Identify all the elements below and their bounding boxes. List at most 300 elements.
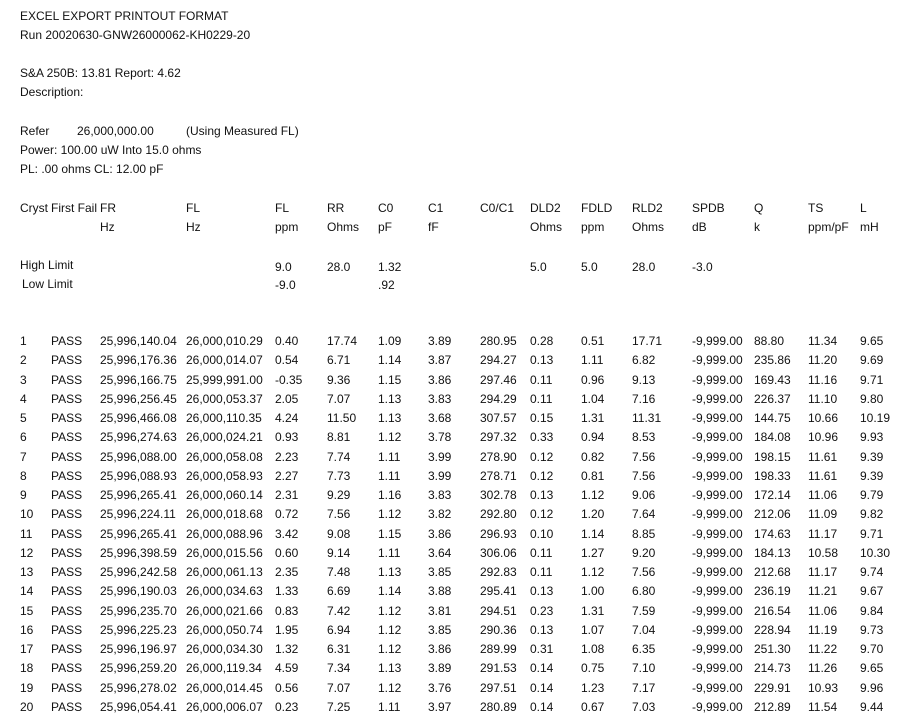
cell-c0: 1.14	[378, 584, 402, 598]
table-row	[0, 661, 900, 680]
cell-fl-ppm: 0.56	[275, 681, 299, 695]
cell-fdld: 1.11	[581, 353, 604, 367]
cell-dld2: 0.11	[530, 373, 553, 387]
cell-rld2: 6.35	[632, 642, 656, 656]
cell-fr: 25,996,054.41	[100, 700, 177, 714]
cell-spdb: -9,999.00	[692, 604, 743, 618]
cell-cryst: 18	[20, 661, 34, 675]
cell-fl: 26,000,061.13	[186, 565, 263, 579]
cell-first-fail: PASS	[51, 546, 83, 560]
cell-cryst: 20	[20, 700, 34, 714]
cell-rld2: 17.71	[632, 334, 663, 348]
cell-fdld: 0.96	[581, 373, 605, 387]
cell-fdld: 1.12	[581, 565, 605, 579]
cell-ts: 11.16	[808, 373, 838, 387]
cell-ts: 11.34	[808, 334, 838, 348]
cell-q: 212.68	[754, 565, 791, 579]
power-info: Power: 100.00 uW Into 15.0 ohms	[20, 143, 202, 157]
cell-l: 9.71	[860, 527, 884, 541]
cell-ts: 11.17	[808, 565, 838, 579]
cell-dld2: 0.11	[530, 565, 553, 579]
low-limit-fl-ppm: -9.0	[275, 278, 296, 292]
cell-c1: 3.88	[428, 584, 452, 598]
cell-first-fail: PASS	[51, 373, 83, 387]
cell-rld2: 7.64	[632, 507, 656, 521]
cell-spdb: -9,999.00	[692, 700, 743, 714]
cell-c1: 3.99	[428, 469, 452, 483]
cell-first-fail: PASS	[51, 661, 83, 675]
cell-rld2: 7.03	[632, 700, 656, 714]
cell-c0: 1.13	[378, 565, 402, 579]
cell-c0-c1: 292.80	[480, 507, 517, 521]
cell-dld2: 0.12	[530, 450, 554, 464]
cell-fl: 26,000,014.07	[186, 353, 263, 367]
cell-fr: 25,996,265.41	[100, 488, 177, 502]
cell-q: 236.19	[754, 584, 791, 598]
cell-fr: 25,996,190.03	[100, 584, 177, 598]
cell-fl: 26,000,015.56	[186, 546, 263, 560]
column-unit-ts: ppm/pF	[808, 220, 849, 234]
cell-l: 9.39	[860, 450, 884, 464]
column-header-ts: TS	[808, 201, 824, 215]
cell-spdb: -9,999.00	[692, 527, 743, 541]
cell-first-fail: PASS	[51, 411, 83, 425]
cell-rr: 7.73	[327, 469, 351, 483]
cell-dld2: 0.13	[530, 488, 554, 502]
cell-dld2: 0.13	[530, 623, 554, 637]
cell-fr: 25,996,088.93	[100, 469, 177, 483]
cell-rld2: 8.85	[632, 527, 656, 541]
column-header-rld2: RLD2	[632, 201, 663, 215]
cell-fl-ppm: 0.93	[275, 430, 299, 444]
cell-cryst: 5	[20, 411, 27, 425]
cell-fl-ppm: 4.24	[275, 411, 299, 425]
cell-q: 184.13	[754, 546, 791, 560]
cell-first-fail: PASS	[51, 584, 83, 598]
table-row	[0, 527, 900, 546]
cell-l: 9.44	[860, 700, 884, 714]
cell-dld2: 0.28	[530, 334, 554, 348]
cell-dld2: 0.14	[530, 681, 554, 695]
cell-dld2: 0.12	[530, 507, 554, 521]
cell-first-fail: PASS	[51, 353, 83, 367]
cell-fdld: 1.00	[581, 584, 605, 598]
cell-q: 184.08	[754, 430, 791, 444]
column-unit-rr: Ohms	[327, 220, 360, 234]
high-limit-dld2: 5.0	[530, 260, 547, 274]
cell-c1: 3.86	[428, 642, 452, 656]
cell-fr: 25,996,466.08	[100, 411, 177, 425]
cell-fl-ppm: 0.23	[275, 700, 299, 714]
cell-spdb: -9,999.00	[692, 450, 743, 464]
cell-ts: 11.10	[808, 392, 838, 406]
cell-fl: 26,000,014.45	[186, 681, 263, 695]
cell-ts: 10.58	[808, 546, 839, 560]
refer-note: (Using Measured FL)	[186, 124, 299, 138]
cell-rr: 7.74	[327, 450, 351, 464]
cell-fl-ppm: 1.95	[275, 623, 299, 637]
cell-spdb: -9,999.00	[692, 469, 743, 483]
column-header-fl: FL	[186, 201, 201, 215]
cell-c0-c1: 297.51	[480, 681, 517, 695]
cell-l: 9.73	[860, 623, 884, 637]
cell-fr: 25,996,398.59	[100, 546, 177, 560]
cell-c1: 3.78	[428, 430, 452, 444]
pl-cl-info: PL: .00 ohms CL: 12.00 pF	[20, 162, 164, 176]
cell-fdld: 0.51	[581, 334, 605, 348]
cell-ts: 11.61	[808, 469, 838, 483]
cell-fl-ppm: 2.35	[275, 565, 299, 579]
cell-q: 174.63	[754, 527, 791, 541]
cell-q: 144.75	[754, 411, 791, 425]
cell-c0-c1: 307.57	[480, 411, 517, 425]
cell-cryst: 17	[20, 642, 34, 656]
cell-rld2: 7.56	[632, 450, 656, 464]
cell-dld2: 0.33	[530, 430, 554, 444]
cell-ts: 11.09	[808, 507, 838, 521]
cell-spdb: -9,999.00	[692, 334, 743, 348]
column-header-cryst: Cryst	[20, 201, 48, 215]
cell-fl-ppm: 4.59	[275, 661, 299, 675]
cell-cryst: 13	[20, 565, 34, 579]
table-row	[0, 700, 900, 719]
cell-rr: 6.71	[327, 353, 351, 367]
cell-rr: 7.07	[327, 392, 351, 406]
report-title: EXCEL EXPORT PRINTOUT FORMAT	[20, 9, 229, 23]
cell-fl: 26,000,010.29	[186, 334, 263, 348]
cell-fdld: 0.67	[581, 700, 605, 714]
cell-spdb: -9,999.00	[692, 681, 743, 695]
cell-fl: 26,000,050.74	[186, 623, 263, 637]
cell-c0: 1.11	[378, 469, 401, 483]
cell-ts: 10.66	[808, 411, 839, 425]
column-header-rr: RR	[327, 201, 345, 215]
column-header-c0: C0	[378, 201, 394, 215]
cell-dld2: 0.12	[530, 469, 554, 483]
cell-c0: 1.11	[378, 546, 401, 560]
cell-fl-ppm: 2.05	[275, 392, 299, 406]
cell-rr: 6.69	[327, 584, 351, 598]
cell-spdb: -9,999.00	[692, 411, 743, 425]
cell-fdld: 1.04	[581, 392, 605, 406]
table-row	[0, 623, 900, 642]
cell-c0: 1.12	[378, 681, 402, 695]
cell-ts: 11.19	[808, 623, 838, 637]
cell-fdld: 1.20	[581, 507, 605, 521]
cell-fl: 26,000,110.35	[186, 411, 262, 425]
cell-rld2: 7.10	[632, 661, 656, 675]
cell-cryst: 7	[20, 450, 27, 464]
cell-c1: 3.99	[428, 450, 452, 464]
cell-first-fail: PASS	[51, 430, 83, 444]
cell-c1: 3.89	[428, 661, 452, 675]
cell-fdld: 1.12	[581, 488, 605, 502]
column-unit-q: k	[754, 220, 760, 234]
table-row	[0, 604, 900, 623]
column-unit-fl: Hz	[186, 220, 201, 234]
cell-ts: 11.54	[808, 700, 838, 714]
cell-c1: 3.85	[428, 623, 452, 637]
cell-c0: 1.12	[378, 604, 402, 618]
cell-l: 9.65	[860, 334, 884, 348]
cell-dld2: 0.14	[530, 700, 554, 714]
table-row	[0, 488, 900, 507]
cell-cryst: 6	[20, 430, 27, 444]
cell-fl-ppm: -0.35	[275, 373, 303, 387]
cell-q: 228.94	[754, 623, 791, 637]
cell-fdld: 1.31	[581, 604, 605, 618]
high-limit-rr: 28.0	[327, 260, 351, 274]
cell-cryst: 14	[20, 584, 34, 598]
cell-l: 9.82	[860, 507, 884, 521]
cell-c1: 3.86	[428, 527, 452, 541]
cell-c0-c1: 306.06	[480, 546, 517, 560]
table-row	[0, 546, 900, 565]
cell-q: 229.91	[754, 681, 791, 695]
cell-spdb: -9,999.00	[692, 430, 743, 444]
cell-fl-ppm: 2.23	[275, 450, 299, 464]
cell-cryst: 2	[20, 353, 27, 367]
cell-c1: 3.64	[428, 546, 452, 560]
cell-q: 198.33	[754, 469, 791, 483]
cell-fl-ppm: 0.40	[275, 334, 299, 348]
cell-fl-ppm: 3.42	[275, 527, 299, 541]
cell-c0-c1: 278.90	[480, 450, 517, 464]
cell-first-fail: PASS	[51, 527, 83, 541]
cell-cryst: 1	[20, 334, 27, 348]
table-row	[0, 584, 900, 603]
table-row	[0, 642, 900, 661]
cell-fr: 25,996,265.41	[100, 527, 177, 541]
cell-fr: 25,996,274.63	[100, 430, 177, 444]
column-unit-spdb: dB	[692, 220, 707, 234]
cell-ts: 11.20	[808, 353, 838, 367]
column-unit-l: mH	[860, 220, 879, 234]
cell-c0-c1: 291.53	[480, 661, 517, 675]
cell-c0-c1: 294.29	[480, 392, 517, 406]
cell-fl-ppm: 0.54	[275, 353, 299, 367]
cell-c0: 1.13	[378, 392, 402, 406]
cell-c0-c1: 295.41	[480, 584, 517, 598]
cell-ts: 11.06	[808, 604, 838, 618]
cell-first-fail: PASS	[51, 488, 83, 502]
cell-c0: 1.12	[378, 507, 402, 521]
cell-l: 9.65	[860, 661, 884, 675]
cell-fl: 26,000,060.14	[186, 488, 263, 502]
cell-cryst: 11	[20, 527, 33, 541]
cell-rld2: 8.53	[632, 430, 656, 444]
cell-q: 169.43	[754, 373, 791, 387]
cell-first-fail: PASS	[51, 334, 83, 348]
cell-fl-ppm: 1.33	[275, 584, 299, 598]
cell-l: 9.80	[860, 392, 884, 406]
cell-ts: 11.17	[808, 527, 838, 541]
cell-ts: 11.22	[808, 642, 838, 656]
cell-fdld: 0.82	[581, 450, 605, 464]
cell-first-fail: PASS	[51, 681, 83, 695]
table-row	[0, 373, 900, 392]
cell-rld2: 7.17	[632, 681, 656, 695]
cell-rld2: 7.59	[632, 604, 656, 618]
cell-fl: 26,000,088.96	[186, 527, 263, 541]
cell-c1: 3.68	[428, 411, 452, 425]
cell-l: 10.30	[860, 546, 891, 560]
cell-c0-c1: 297.46	[480, 373, 517, 387]
cell-fr: 25,996,176.36	[100, 353, 177, 367]
run-id: Run 20020630-GNW26000062-KH0229-20	[20, 28, 251, 42]
cell-cryst: 19	[20, 681, 34, 695]
cell-ts: 11.61	[808, 450, 838, 464]
table-row	[0, 334, 900, 353]
cell-dld2: 0.11	[530, 392, 553, 406]
cell-fdld: 1.31	[581, 411, 605, 425]
cell-dld2: 0.13	[530, 584, 554, 598]
cell-c0-c1: 280.89	[480, 700, 517, 714]
cell-fl: 26,000,053.37	[186, 392, 263, 406]
cell-q: 212.89	[754, 700, 791, 714]
cell-cryst: 15	[20, 604, 34, 618]
cell-first-fail: PASS	[51, 450, 83, 464]
cell-c1: 3.81	[428, 604, 452, 618]
cell-fl-ppm: 0.60	[275, 546, 299, 560]
cell-l: 10.19	[860, 411, 891, 425]
column-unit-c1: fF	[428, 220, 439, 234]
cell-spdb: -9,999.00	[692, 488, 743, 502]
high-limit-fdld: 5.0	[581, 260, 598, 274]
column-unit-fr: Hz	[100, 220, 115, 234]
cell-c0: 1.15	[378, 527, 402, 541]
column-header-dld2: DLD2	[530, 201, 561, 215]
column-unit-c0: pF	[378, 220, 393, 234]
column-header-c1: C1	[428, 201, 444, 215]
cell-rld2: 11.31	[632, 411, 662, 425]
cell-fr: 25,996,259.20	[100, 661, 177, 675]
cell-fdld: 0.81	[581, 469, 605, 483]
cell-c1: 3.82	[428, 507, 452, 521]
cell-q: 226.37	[754, 392, 791, 406]
cell-fr: 25,996,196.97	[100, 642, 177, 656]
cell-fr: 25,996,166.75	[100, 373, 177, 387]
column-header-first-fail: First Fail	[51, 201, 97, 215]
cell-fl: 26,000,018.68	[186, 507, 263, 521]
column-unit-dld2: Ohms	[530, 220, 563, 234]
cell-fr: 25,996,278.02	[100, 681, 177, 695]
high-limit-c0: 1.32	[378, 260, 402, 274]
cell-rr: 9.14	[327, 546, 351, 560]
table-row	[0, 469, 900, 488]
cell-first-fail: PASS	[51, 469, 83, 483]
cell-l: 9.84	[860, 604, 884, 618]
cell-cryst: 4	[20, 392, 27, 406]
description-label: Description:	[20, 85, 84, 99]
table-row	[0, 411, 900, 430]
cell-rr: 7.07	[327, 681, 351, 695]
cell-fr: 25,996,088.00	[100, 450, 177, 464]
cell-q: 88.80	[754, 334, 785, 348]
cell-fdld: 0.94	[581, 430, 605, 444]
cell-ts: 10.93	[808, 681, 839, 695]
cell-fdld: 1.08	[581, 642, 605, 656]
column-header-fl-ppm: FL	[275, 201, 290, 215]
cell-first-fail: PASS	[51, 565, 83, 579]
cell-q: 251.30	[754, 642, 791, 656]
cell-rr: 9.36	[327, 373, 351, 387]
cell-c0-c1: 297.32	[480, 430, 517, 444]
cell-c1: 3.89	[428, 334, 452, 348]
cell-fl: 26,000,058.93	[186, 469, 263, 483]
cell-q: 216.54	[754, 604, 791, 618]
cell-l: 9.93	[860, 430, 884, 444]
cell-c1: 3.83	[428, 488, 452, 502]
cell-rr: 17.74	[327, 334, 358, 348]
cell-fl: 26,000,024.21	[186, 430, 263, 444]
cell-spdb: -9,999.00	[692, 392, 743, 406]
column-unit-rld2: Ohms	[632, 220, 665, 234]
cell-rr: 9.29	[327, 488, 351, 502]
column-header-fdld: FDLD	[581, 201, 613, 215]
cell-spdb: -9,999.00	[692, 373, 743, 387]
cell-spdb: -9,999.00	[692, 661, 743, 675]
cell-c0-c1: 292.83	[480, 565, 517, 579]
cell-l: 9.39	[860, 469, 884, 483]
table-row	[0, 681, 900, 700]
cell-fl: 26,000,034.30	[186, 642, 263, 656]
cell-rld2: 7.56	[632, 469, 656, 483]
cell-spdb: -9,999.00	[692, 546, 743, 560]
cell-q: 235.86	[754, 353, 791, 367]
cell-c0: 1.12	[378, 623, 402, 637]
cell-c0-c1: 302.78	[480, 488, 517, 502]
table-row	[0, 565, 900, 584]
cell-first-fail: PASS	[51, 392, 83, 406]
cell-spdb: -9,999.00	[692, 623, 743, 637]
column-header-spdb: SPDB	[692, 201, 725, 215]
cell-q: 212.06	[754, 507, 791, 521]
cell-c0: 1.09	[378, 334, 402, 348]
cell-dld2: 0.31	[530, 642, 554, 656]
cell-c0: 1.11	[378, 450, 401, 464]
cell-q: 198.15	[754, 450, 791, 464]
cell-fl-ppm: 0.72	[275, 507, 299, 521]
cell-dld2: 0.10	[530, 527, 554, 541]
cell-first-fail: PASS	[51, 604, 83, 618]
cell-rr: 7.42	[327, 604, 351, 618]
cell-spdb: -9,999.00	[692, 565, 743, 579]
cell-fl-ppm: 2.31	[275, 488, 299, 502]
cell-c0-c1: 294.51	[480, 604, 517, 618]
cell-first-fail: PASS	[51, 642, 83, 656]
cell-rld2: 9.06	[632, 488, 656, 502]
cell-cryst: 16	[20, 623, 34, 637]
cell-c0-c1: 290.36	[480, 623, 517, 637]
cell-fl: 26,000,021.66	[186, 604, 263, 618]
cell-spdb: -9,999.00	[692, 584, 743, 598]
high-limit-rld2: 28.0	[632, 260, 656, 274]
cell-c1: 3.97	[428, 700, 452, 714]
cell-c1: 3.87	[428, 353, 452, 367]
cell-l: 9.79	[860, 488, 884, 502]
cell-cryst: 10	[20, 507, 34, 521]
high-limit-fl-ppm: 9.0	[275, 260, 292, 274]
cell-fl: 26,000,034.63	[186, 584, 263, 598]
cell-c1: 3.85	[428, 565, 452, 579]
cell-dld2: 0.15	[530, 411, 554, 425]
table-row	[0, 430, 900, 449]
cell-c1: 3.76	[428, 681, 452, 695]
cell-q: 214.73	[754, 661, 791, 675]
cell-c0-c1: 280.95	[480, 334, 517, 348]
cell-l: 9.96	[860, 681, 884, 695]
